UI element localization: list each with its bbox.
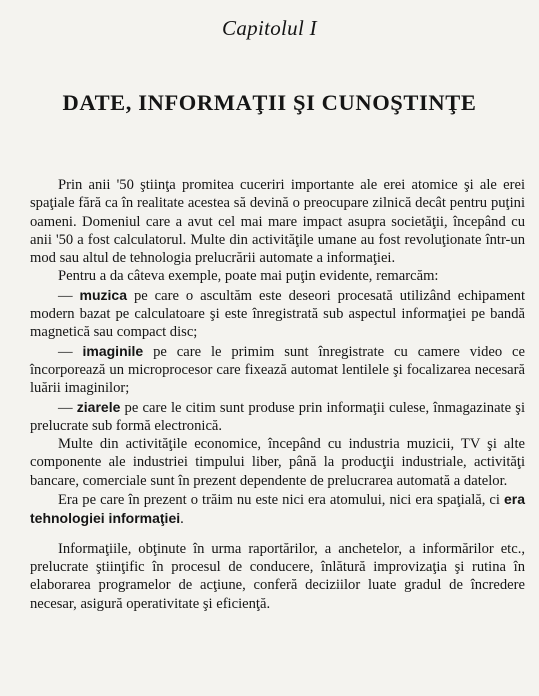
paragraph-era bbox=[30, 490, 525, 529]
term-newspapers: ziarele bbox=[76, 398, 121, 415]
era-end: . bbox=[180, 511, 184, 528]
list-dash: — bbox=[58, 287, 80, 304]
item-text: pe care le primim sunt înregistrate cu camere video ce încorporează un microprocesor care fixează automat lentilele şi focalizarea necesară luării imaginilor; bbox=[30, 343, 525, 397]
chapter-heading: Capitolul I bbox=[222, 16, 317, 40]
paragraph-information: Informaţiile, obţinute în urma raportărilor, a anchetelor, a informărilor etc., prelucrate ştiinţific în procesul de conducere, înlătură improvizaţia şi rutina în elaborarea programelor de acţiune, conferă deciziilor luate gradul de încredere necesar, asigură operativitate şi eficienţă. bbox=[30, 540, 525, 612]
era-text: Era pe care în prezent o trăim nu este nici era atomului, nici era spaţială, ci bbox=[58, 492, 504, 509]
chapter-title: DATE, INFORMAŢII ŞI CUNOŞTINŢE bbox=[62, 90, 477, 115]
body-text bbox=[30, 176, 525, 613]
term-images: imaginile bbox=[82, 342, 144, 359]
item-text: pe care le citim sunt produse prin informaţii culese, înmagazinate şi prelucrate sub formă electronică. bbox=[30, 399, 525, 434]
item-text: pe care o ascultăm este deseori procesată utilizând echipament modern bazat pe calculatoare şi este înregistrată sub aspectul informaţiei pe bandă magnetică sau compact disc; bbox=[30, 287, 525, 341]
list-item-images bbox=[30, 342, 525, 398]
paragraph-examples-lead: Pentru a da câteva exemple, poate mai puţin evidente, remarcăm: bbox=[58, 268, 439, 285]
paragraph-intro: Prin anii '50 ştiinţa promitea cuceriri importante ale erei atomice şi ale erei spaţiale fără ca în realitate acestea să devină o preocupare zilnică decât pentru puţini oameni. Domeniul care a avut cel mai mare impact asupra societăţii, începând cu anii '50 a fost calculatorul. Multe din activităţile umane au fost revoluţionate într-un mod sau altul de tehnologia prelucrării automate a informaţiei. bbox=[30, 177, 525, 267]
list-item-music bbox=[30, 286, 525, 342]
list-dash: — bbox=[58, 399, 77, 416]
term-information-technology: era tehnologiei informaţiei bbox=[30, 491, 525, 527]
list-item-newspapers bbox=[30, 398, 525, 436]
list-dash: — bbox=[58, 343, 83, 360]
paragraph-spacer bbox=[30, 529, 525, 540]
term-music: muzica bbox=[79, 286, 128, 303]
paragraph-economic: Multe din activităţile economice, începând cu industria muzicii, TV şi alte componente ale industriei timpului liber, până la producţii industriale, activităţi bancare, comerciale sunt în prezent dependente de prelucrarea automată a datelor. bbox=[30, 436, 525, 489]
